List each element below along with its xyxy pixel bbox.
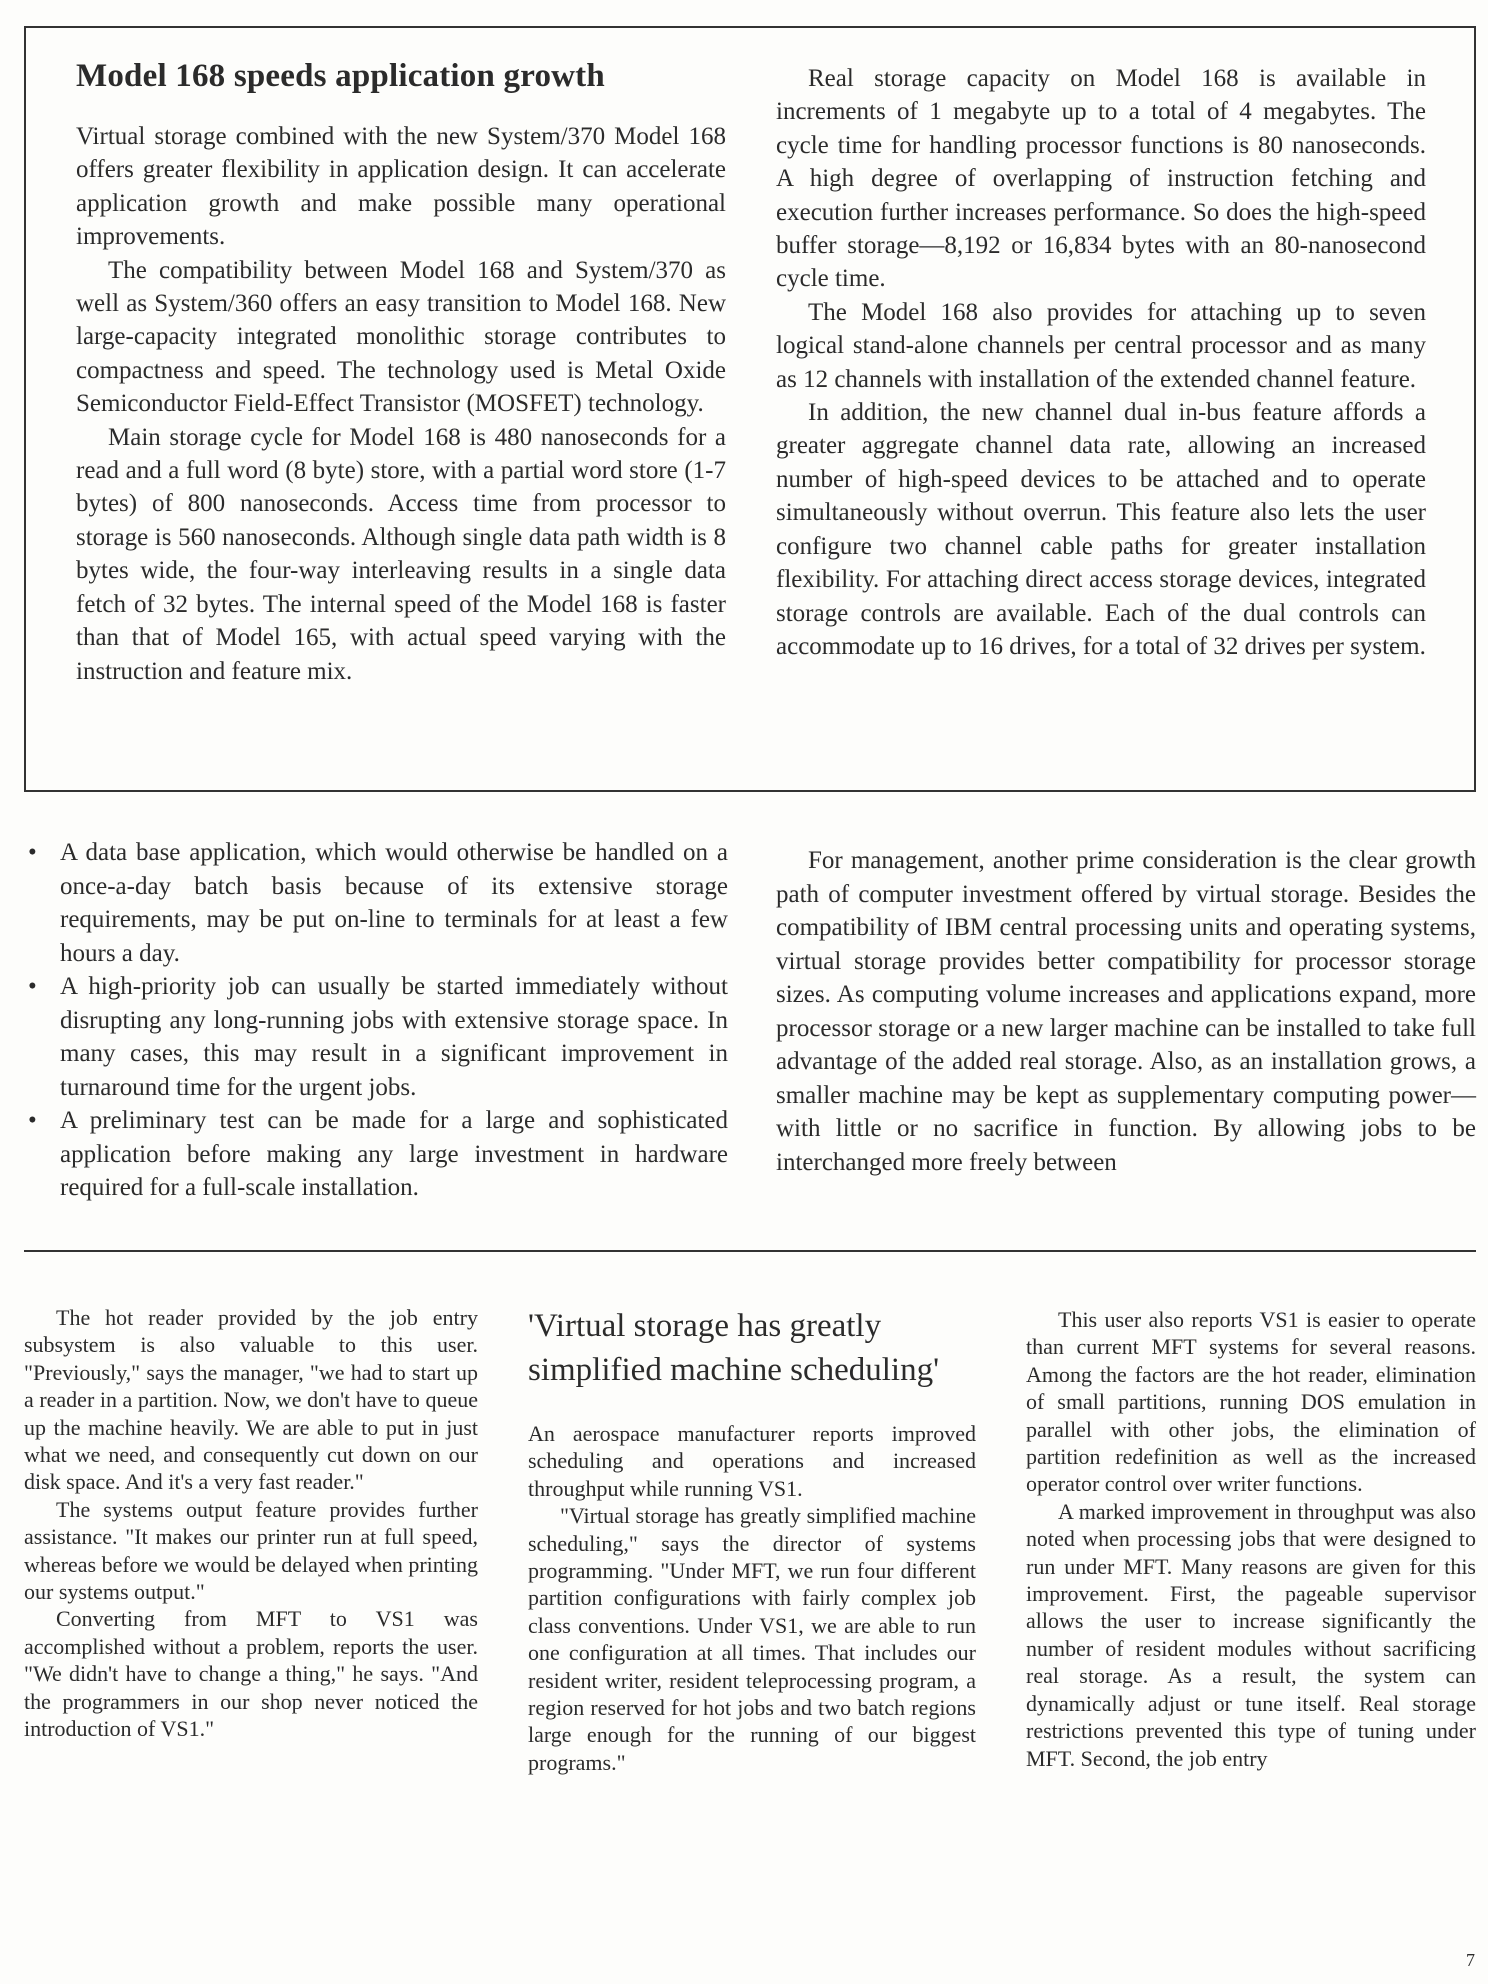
bullet-icon: • [28,1107,37,1134]
bullet-item [24,1104,728,1205]
bullet-text: A preliminary test can be made for a large and sophisticated application before making any large investment in hardware required for a full-scale installation. [60,1107,728,1201]
middle-right-column [776,844,1476,1179]
bullet-text: A high-priority job can usually be started immediately without disrupting any long-running jobs with extensive storage space. In many cases, this may result in a significant improvement in turnaround time for the urgent jobs. [60,973,728,1101]
page-number: 7 [1466,1950,1475,1970]
box-left-column [76,56,726,688]
box-left-paragraph: Main storage cycle for Model 168 is 480 nanoseconds for a read and a full word (8 byte) store, with a partial word store (1-7 bytes) of 800 nanoseconds. Access time from processor to storage is 560 nanoseconds. Although single data path width is 8 bytes wide, the four-way interleaving results in a single data fetch of 32 bytes. The internal speed of the Model 168 is faster than that of Model 165, with actual speed varying with the instruction and feature mix. [76,423,726,685]
bottom-left-column [24,1304,478,1743]
box-left-paragraph: Virtual storage combined with the new System/370 Model 168 offers greater flexibility in application design. It can accelerate application growth and make possible many operational improvements. [76,123,726,251]
pull-quote-title: 'Virtual storage has greatly simplified machine scheduling' [528,1308,940,1388]
middle-right-paragraph: For management, another prime consideration is the clear growth path of computer investment offered by virtual storage. Besides the compatibility of IBM central processing units and operating systems, virtual storage provides better compatibility for processor storage sizes. As computing volume increases and applications expand, more processor storage or a new larger machine can be installed to take full advantage of the added real storage. Also, as an installation grows, a smaller machine may be kept as supplementary computing power—with little or no sacrifice in function. By allowing jobs to be interchanged more freely between [776,847,1476,1176]
bottom-middle-paragraph: "Virtual storage has greatly simplified machine scheduling," says the director of systems programming. "Under MFT, we run four different partition configurations with fairly complex job class conventions. Under VS1, we are able to run one configuration at all times. That includes our resident writer, resident teleprocessing program, a region reserved for hot jobs and two batch regions large enough for the running of our biggest programs." [528,1503,976,1775]
box-right-paragraph: In addition, the new channel dual in-bus feature affords a greater aggregate channel data rate, allowing an increased number of high-speed devices to be attached and to operate simultaneously without overrun. This feature also lets the user configure two channel cable paths for greater installation flexibility. For attaching direct access storage devices, integrated storage controls are available. Each of the dual controls can accommodate up to 16 drives, for a total of 32 drives per system. [776,399,1426,660]
bottom-right-column [1026,1306,1476,1772]
bottom-middle-column [528,1304,976,1776]
bullet-item [24,970,728,1104]
bottom-left-paragraph: Converting from MFT to VS1 was accomplished without a problem, reports the user. "We didn't have to change a thing," he says. "And the programmers in our shop never noticed the introduction of VS1." [24,1606,478,1742]
bottom-right-paragraph: A marked improvement in throughput was also noted when processing jobs that were designed to run under MFT. Many reasons are given for this improvement. First, the pageable supervisor allows the user to increase significantly the number of resident modules without sacrificing real storage. As a result, the system can dynamically adjust or tune itself. Real storage restrictions prevented this type of tuning under MFT. Second, the job entry [1026,1498,1476,1771]
bottom-middle-paragraph: An aerospace manufacturer reports improved scheduling and operations and increased throughput while running VS1. [528,1421,976,1501]
bottom-left-paragraph: The systems output feature provides further assistance. "It makes our printer run at full speed, whereas before we would be delayed when printing our systems output." [24,1496,478,1605]
bullet-icon: • [28,839,37,866]
bullet-item [24,836,728,970]
section-divider [24,1250,1476,1252]
box-title: Model 168 speeds application growth [76,58,605,94]
middle-left-column [24,836,728,1205]
box-right-paragraph: The Model 168 also provides for attaching up to seven logical stand-alone channels per central processor and as many as 12 channels with installation of the extended channel feature. [776,298,1426,393]
box-right-paragraph: Real storage capacity on Model 168 is available in increments of 1 megabyte up to a total of 4 megabytes. The cycle time for handling processor functions is 80 nanoseconds. A high degree of overlapping of instruction fetching and execution further increases performance. So does the high-speed buffer storage—8,192 or 16,834 bytes with an 80-nanosecond cycle time. [776,65,1426,293]
box-left-paragraph: The compatibility between Model 168 and System/370 as well as System/360 offers an easy transition to Model 168. New large-capacity integrated monolithic storage contributes to compactness and speed. The technology used is Metal Oxide Semiconductor Field-Effect Transistor (MOSFET) technology. [76,256,726,418]
bullet-icon: • [28,973,37,1000]
bullet-list [24,836,728,1205]
bottom-right-paragraph: This user also reports VS1 is easier to operate than current MFT systems for several reasons. Among the factors are the hot reader, elimination of small partitions, running DOS emulation in parallel with other jobs, the elimination of partition redefinition as well as the increased operator control over writer functions. [1026,1307,1476,1497]
bullet-text: A data base application, which would otherwise be handled on a once-a-day batch basis because of its extensive storage requirements, may be put on-line to terminals for at least a few hours a day. [60,839,728,967]
box-right-column [776,62,1426,663]
bottom-left-paragraph: The hot reader provided by the job entry subsystem is also valuable to this user. "Previously," says the manager, "we had to start up a reader in a partition. Now, we don't have to queue up the machine heavily. We are able to put in just what we need, and consequently cut down on our disk space. And it's a very fast reader." [24,1305,478,1495]
